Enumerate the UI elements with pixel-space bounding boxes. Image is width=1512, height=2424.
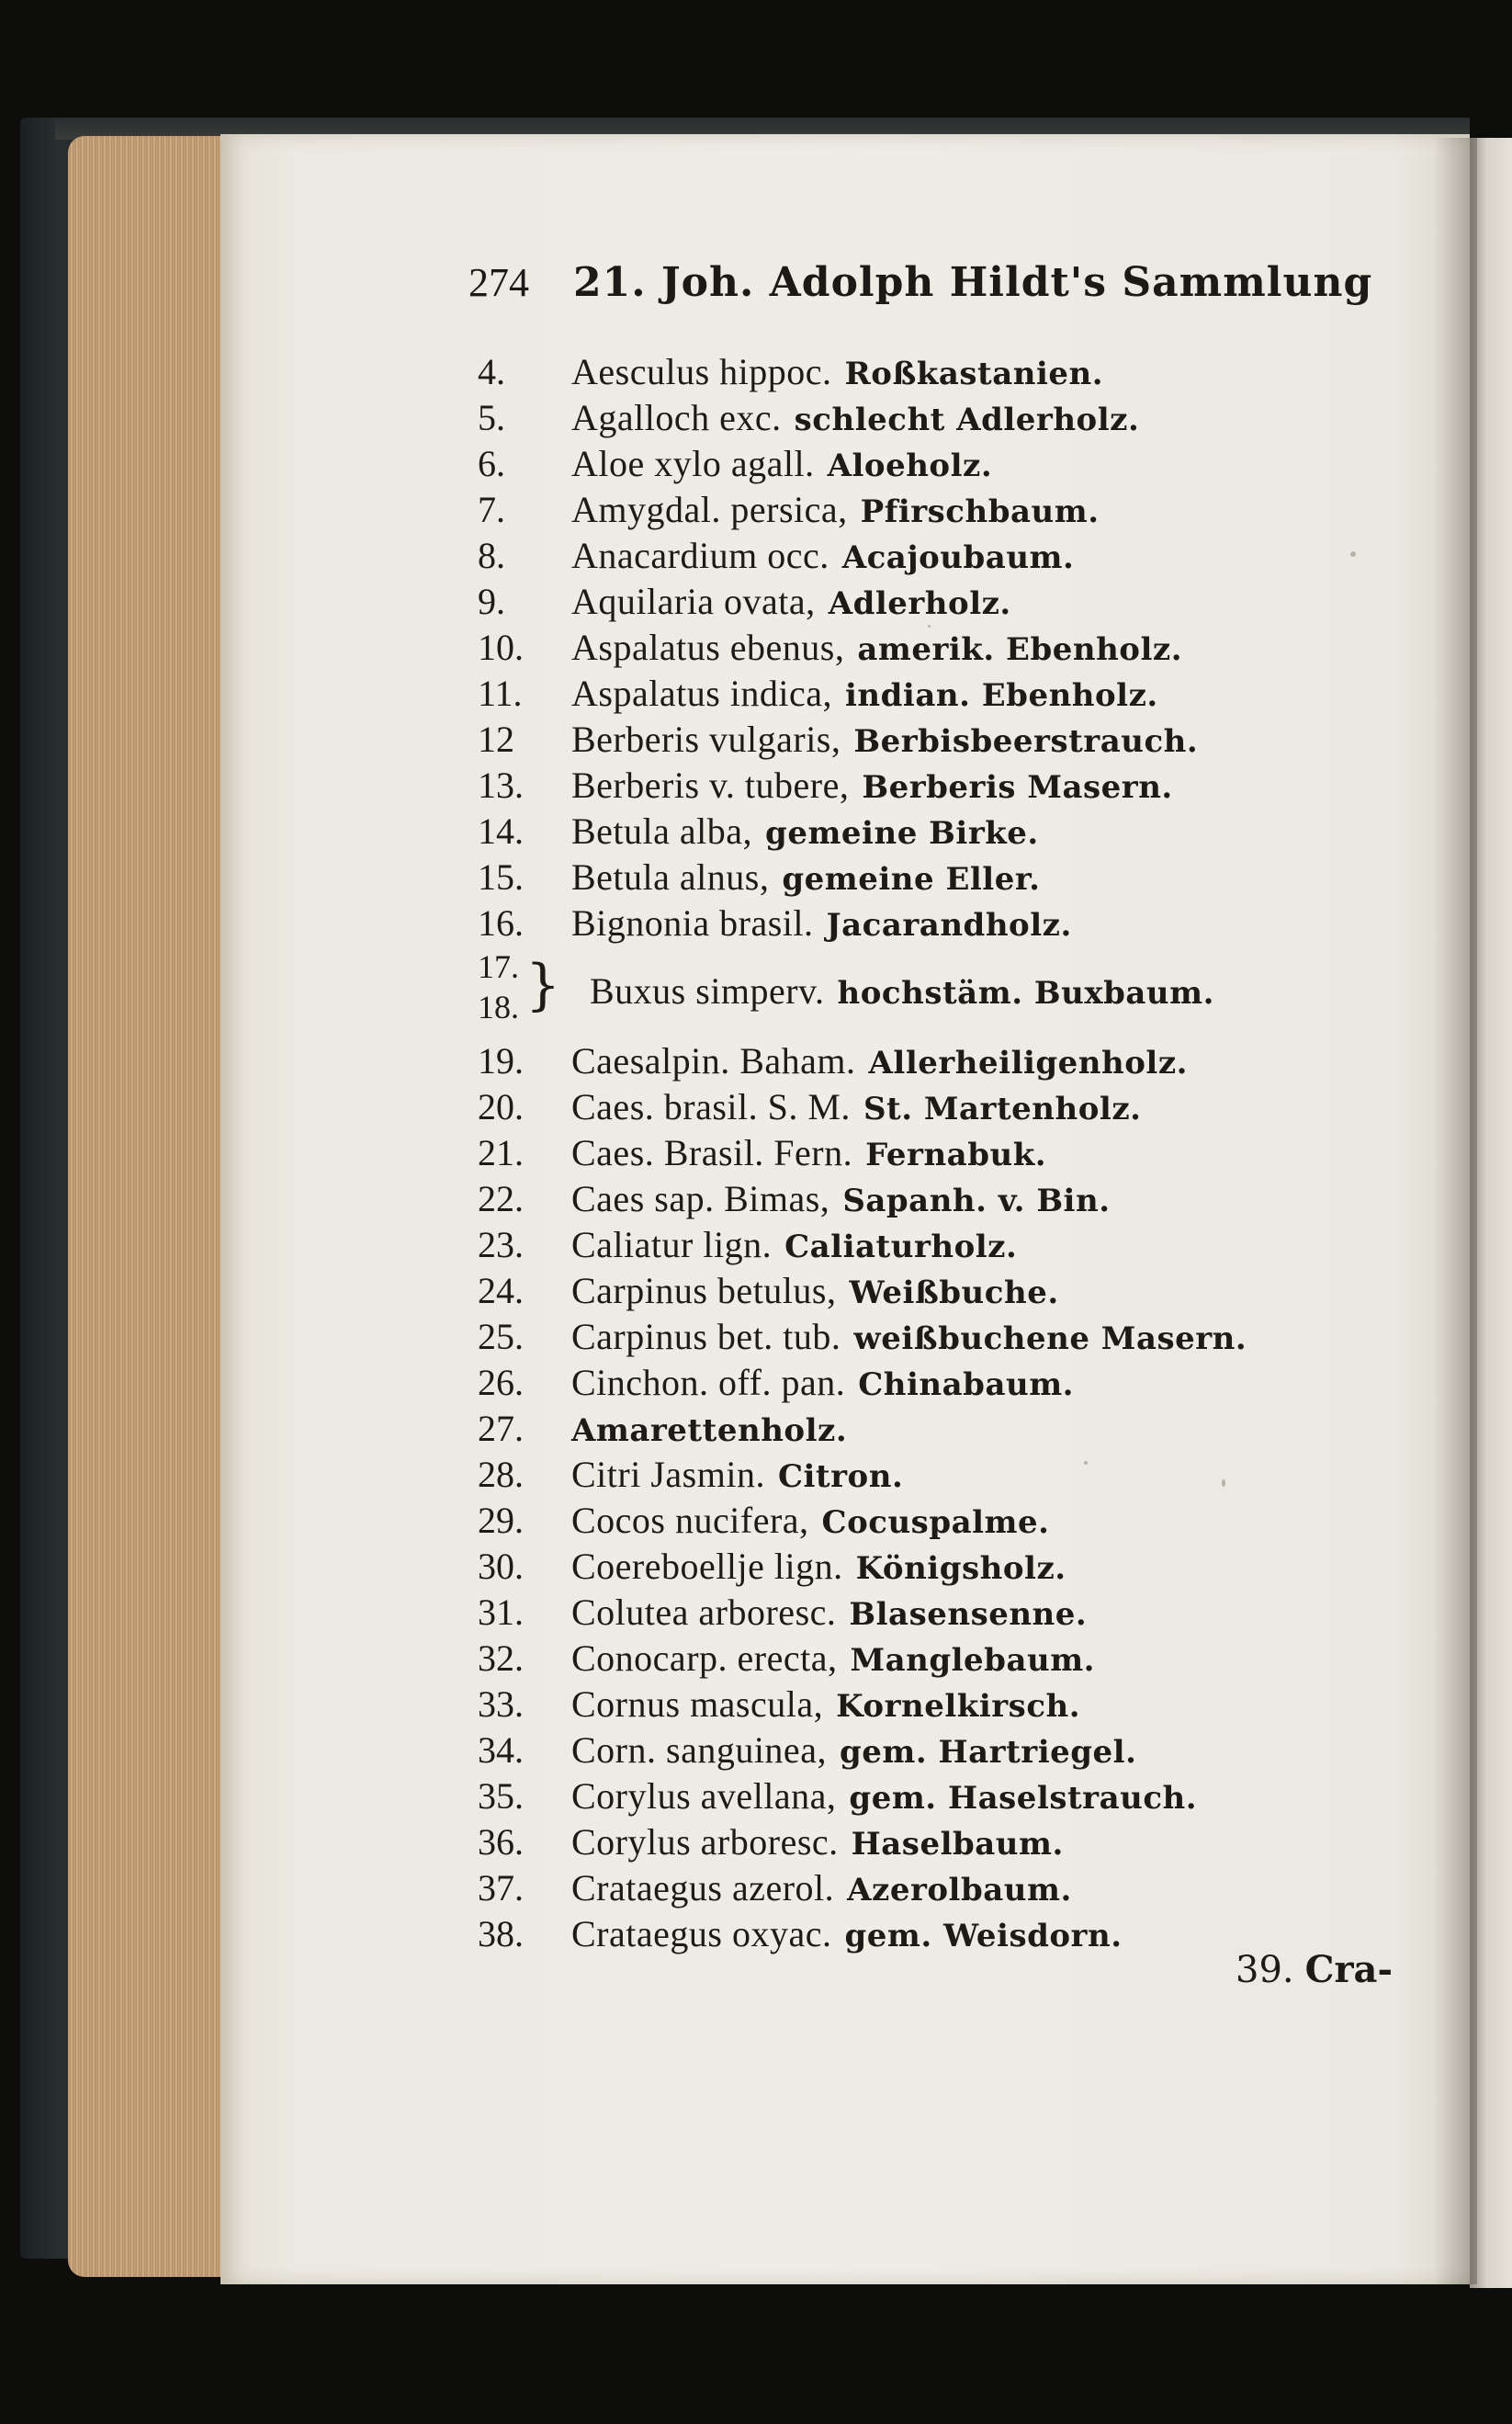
catchword-number: 39. [1236,1949,1294,1991]
german-name: gem. Haselstrauch. [849,1780,1198,1817]
german-name: St. Martenholz. [863,1091,1142,1127]
latin-name: Aquilaria ovata, [571,581,816,622]
entry-number: 32. [478,1637,524,1679]
entry-number: 5. [478,397,505,438]
entry-number: 38. [478,1913,524,1954]
german-name: Königsholz. [855,1550,1066,1587]
latin-name: Aspalatus ebenus, [571,627,845,668]
latin-name: Citri Jasmin. [571,1454,765,1495]
latin-name: Caes. brasil. S. M. [571,1086,851,1127]
latin-name: Crataegus azerol. [571,1867,835,1909]
list-item [478,1038,1396,1084]
entry-number: 16. [478,902,524,944]
german-name: schlecht Adlerholz. [794,402,1140,438]
german-name: Kornelkirsch. [836,1688,1081,1725]
page-block-edges [68,136,226,2277]
entry-number: 14. [478,810,524,852]
list-item [478,1865,1396,1911]
list-item [478,855,1396,901]
latin-name: Conocarp. erecta, [571,1637,838,1679]
list-item [478,1773,1396,1819]
entry-number: 28. [478,1454,524,1495]
entry-number: 15. [478,856,524,898]
german-name: Weißbuche. [849,1274,1059,1311]
list-item [478,1544,1396,1590]
entry-number: 29. [478,1500,524,1541]
german-name: Cocuspalme. [821,1504,1050,1541]
entry-number: 37. [478,1867,524,1909]
entry-number: 7. [478,489,505,530]
list-item [478,1268,1396,1314]
list-item [478,809,1396,855]
entry-number: 30. [478,1546,524,1587]
german-name: Acajoubaum. [841,539,1075,576]
german-name: Allerheiligenholz. [868,1045,1188,1082]
latin-name: Aspalatus indica, [571,673,832,714]
german-name: Adlerholz. [828,585,1011,622]
page-number: 274 [468,260,529,305]
german-name: Blasensenne. [849,1596,1088,1633]
entry-number: 9. [478,581,505,622]
latin-name: Carpinus bet. tub. [571,1316,841,1357]
latin-name: Berberis vulgaris, [571,719,841,760]
latin-name: Corylus avellana, [571,1775,837,1817]
german-name: weißbuchene Masern. [853,1320,1247,1357]
latin-name: Colutea arboresc. [571,1591,837,1633]
entry-number: 26. [478,1362,524,1403]
german-name: Roßkastanien. [844,356,1104,392]
entry-number: 10. [478,627,524,668]
list-item [478,1636,1396,1682]
latin-name: Cocos nucifera, [571,1500,809,1541]
list-item [478,1130,1396,1176]
list-item [478,533,1396,579]
latin-name: Aloe xylo agall. [571,443,815,484]
list-item [478,1590,1396,1636]
list-item [478,1452,1396,1498]
list-item [478,901,1396,946]
list-item [478,1176,1396,1222]
german-name: Fernabuk. [865,1137,1047,1173]
list-item [478,671,1396,717]
german-name: gemeine Eller. [782,861,1041,898]
list-item [478,1819,1396,1865]
entry-number: 4. [478,351,505,392]
latin-name: Aesculus hippoc. [571,351,832,392]
latin-name: Buxus simperv. [590,970,825,1012]
german-name: Amarettenholz. [571,1412,848,1449]
list-item [478,487,1396,533]
entry-number: 25. [478,1316,524,1357]
gutter-shadow [1433,138,1477,2284]
entry-number: 13. [478,765,524,806]
list-item [478,349,1396,395]
latin-name: Cornus mascula, [571,1683,824,1725]
entry-number: 12 [478,719,514,760]
brace-glyph: } [525,953,561,1017]
entry-number: 22. [478,1178,524,1219]
entry-number: 34. [478,1729,524,1771]
list-item [478,1084,1396,1130]
catchword-text: Cra- [1304,1948,1394,1991]
list-item [478,395,1396,441]
entry-number: 23. [478,1224,524,1265]
german-name: Sapanh. v. Bin. [842,1183,1111,1219]
german-name: Citron. [777,1458,904,1495]
list-item [478,625,1396,671]
running-title: 21. Joh. Adolph Hildt's Sammlung [573,259,1373,306]
german-name: Aloeholz. [827,447,993,484]
list-item [478,1314,1396,1360]
latin-name: Caes sap. Bimas, [571,1178,830,1219]
entry-number: 21. [478,1132,524,1173]
german-name: amerik. Ebenholz. [857,631,1183,668]
list-item [478,763,1396,809]
german-name: Caliaturholz. [784,1229,1018,1265]
german-name: Berbisbeerstrauch. [853,723,1199,760]
running-header [468,259,1373,323]
list-item [478,441,1396,487]
entry-number: 27. [478,1408,524,1449]
latin-name: Coereboellje lign. [571,1546,843,1587]
german-name: Chinabaum. [858,1366,1075,1403]
list-item [478,717,1396,763]
entry-number: 31. [478,1591,524,1633]
list-item [478,1498,1396,1544]
latin-name: Carpinus betulus, [571,1270,837,1311]
list-item [478,1682,1396,1727]
bracketed-content [590,968,1214,1016]
latin-name: Amygdal. persica, [571,489,848,530]
latin-name: Betula alnus, [571,856,770,898]
latin-name: Caes. Brasil. Fern. [571,1132,853,1173]
entry-number: 36. [478,1821,524,1863]
german-name: indian. Ebenholz. [845,677,1158,714]
german-name: Berberis Masern. [862,769,1173,806]
german-name: Haselbaum. [851,1826,1064,1863]
entry-number: 35. [478,1775,524,1817]
list-item [478,1360,1396,1406]
list-item-bracketed [478,946,1396,1038]
german-name: Manglebaum. [850,1642,1096,1679]
entry-number: 19. [478,1040,524,1082]
german-name: gemeine Birke. [765,815,1039,852]
entry-number: 18. [478,989,519,1025]
latin-name: Bignonia brasil. [571,902,814,944]
german-name: gem. Hartriegel. [839,1734,1137,1771]
latin-name: Agalloch exc. [571,397,782,438]
german-name: Jacarandholz. [826,907,1072,944]
entry-number: 33. [478,1683,524,1725]
species-list [478,349,1396,1957]
german-name: Azerolbaum. [847,1872,1072,1909]
latin-name: Crataegus oxyac. [571,1913,832,1954]
german-name: gem. Weisdorn. [844,1918,1123,1954]
list-item [478,579,1396,625]
latin-name: Corylus arboresc. [571,1821,839,1863]
latin-name: Anacardium occ. [571,535,829,576]
latin-name: Betula alba, [571,810,753,852]
entry-number: 8. [478,535,505,576]
german-name: Pfirschbaum. [860,493,1100,530]
entry-number: 6. [478,443,505,484]
entry-number: 24. [478,1270,524,1311]
list-item [478,1222,1396,1268]
latin-name: Caliatur lign. [571,1224,773,1265]
german-name: hochstäm. Buxbaum. [837,975,1214,1012]
entry-number: 11. [478,673,523,714]
latin-name: Caesalpin. Baham. [571,1040,856,1082]
bracketed-numbers [478,946,533,1027]
latin-name: Cinchon. off. pan. [571,1362,846,1403]
entry-number: 20. [478,1086,524,1127]
latin-name: Berberis v. tubere, [571,765,850,806]
list-item [478,1406,1396,1452]
latin-name: Corn. sanguinea, [571,1729,827,1771]
entry-number: 17. [478,948,519,985]
list-item [478,1727,1396,1773]
catchword [1236,1948,1393,1991]
